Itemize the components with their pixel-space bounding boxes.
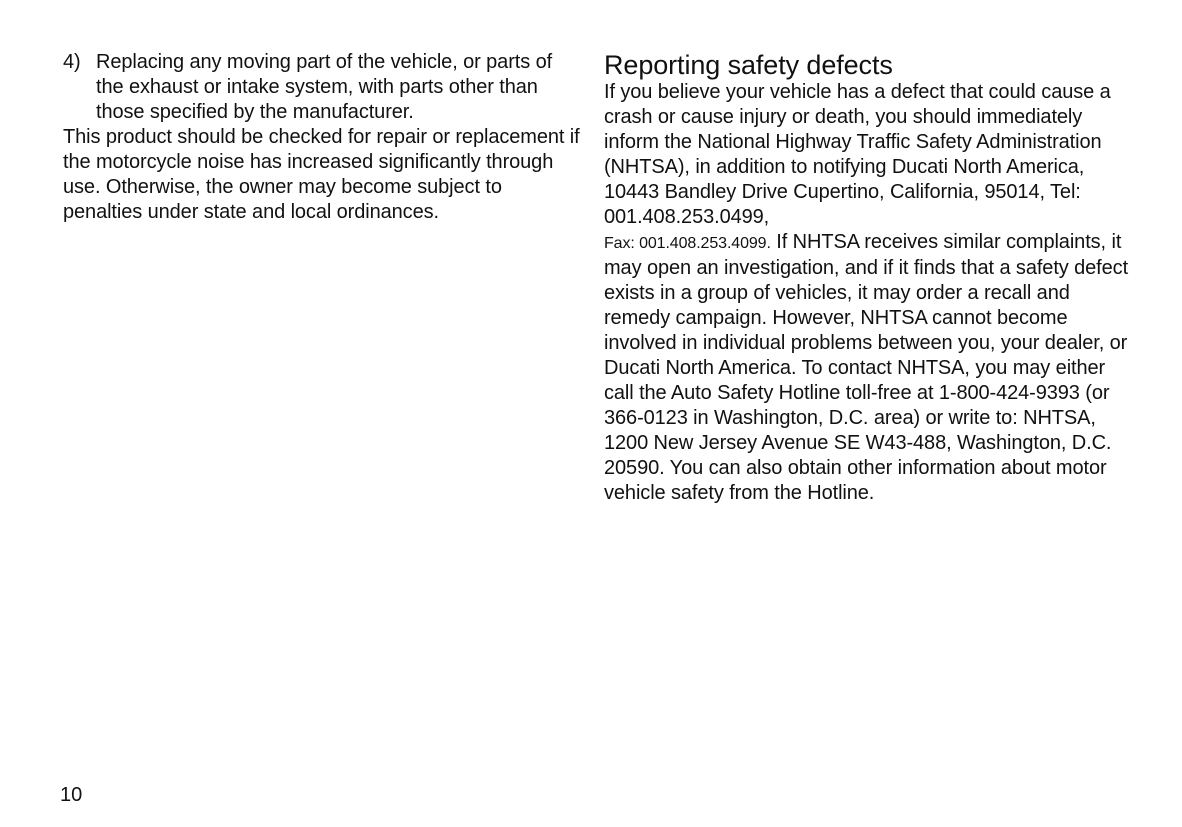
right-column bbox=[604, 50, 1134, 506]
list-item-text: Replacing any moving part of the vehicle, or parts of the exhaust or intake system, with parts other than those specified by the manufacturer. bbox=[96, 51, 553, 123]
noise-paragraph: This product should be checked for repair or replacement if the motorcycle noise has increased significantly through use. Otherwise, the owner may become subject to penalties under state and local ordinances. bbox=[63, 126, 580, 223]
left-column bbox=[63, 50, 583, 225]
safety-defects-paragraph bbox=[604, 80, 1134, 506]
body-text-part1: If you believe your vehicle has a defect that could cause a crash or cause injury or death, you should immediately inform the National Highway Traffic Safety Administration (NHTSA), in addition to notifying Ducati North America, 10443 Bandley Drive Cupertino, California, 95014, Tel: 001.408.253.0499, bbox=[604, 81, 1111, 228]
fax-number: Fax: 001.408.253.4099. bbox=[604, 235, 771, 252]
list-item bbox=[63, 50, 583, 125]
page-number: 10 bbox=[60, 784, 83, 806]
list-item-number: 4) bbox=[63, 51, 81, 73]
body-text-part2: If NHTSA receives similar complaints, it may open an investigation, and if it finds that a safety defect exists in a group of vehicles, it may order a recall and remedy campaign. However, NHTSA cannot become involved in individual problems between you, your dealer, or Ducati North America. To contact NHTSA, you may either call the Auto Safety Hotline toll-free at 1-800-424-9393 (or 366-0123 in Washington, D.C. area) or write to: NHTSA, 1200 New Jersey Avenue SE W43-488, Washington, D.C. 20590. You can also obtain other information about motor vehicle safety from the Hotline. bbox=[604, 231, 1129, 504]
section-heading: Reporting safety defects bbox=[604, 50, 893, 80]
